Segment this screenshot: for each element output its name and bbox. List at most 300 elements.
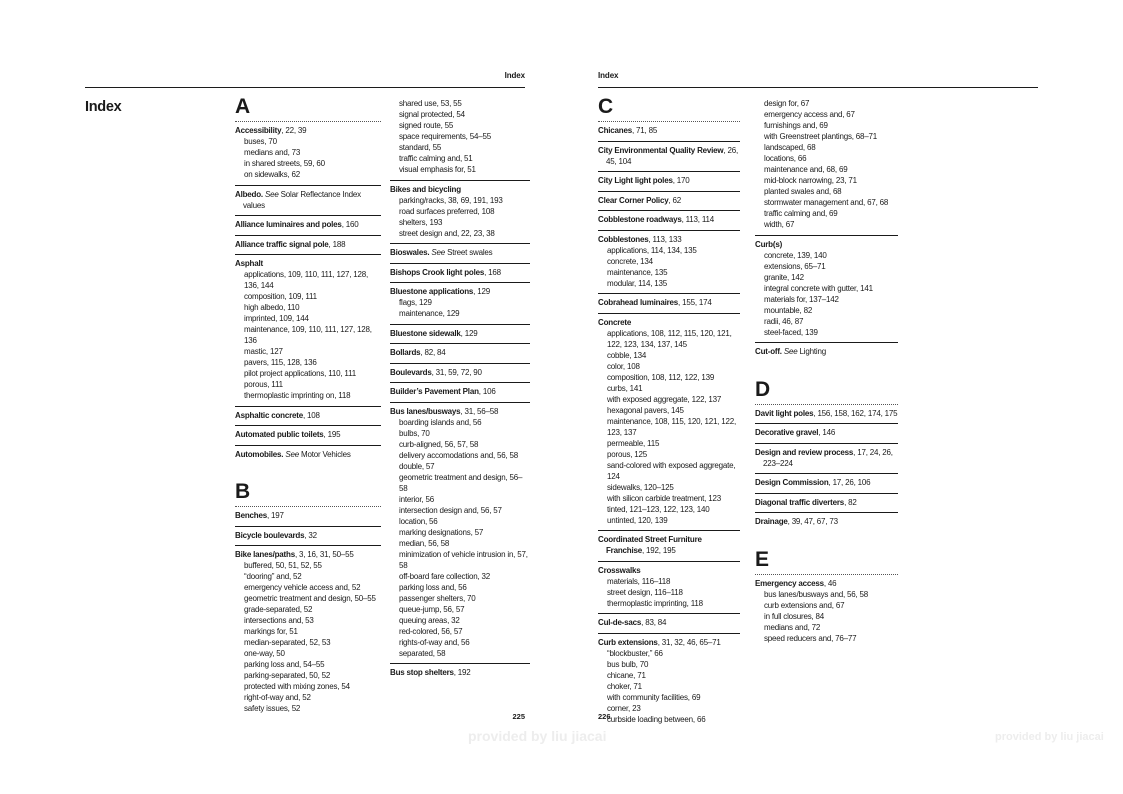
entry-term [755,239,898,250]
entry-subitem: sidewalks, 120–125 [607,482,674,492]
page-number-right: 226 [598,712,611,721]
entry-term-text: Benches [235,511,267,520]
entry-pages: 83, 84 [645,618,667,627]
entry-subitem: high albedo, 110 [244,303,300,312]
entry-pages: 39, 47, 67, 73 [791,517,838,526]
section-c [598,95,740,122]
entry-pages: 146 [822,428,836,437]
entry-term: Clear Corner Policy, 62 [598,195,681,205]
entry-subitem: color, 108 [607,361,640,371]
entry-subitem: applications, 108, 112, 115, 120, 121, 122, 123, 134, 137, 145 [607,328,732,349]
entry-pages: 155, 174 [682,298,712,307]
entry-subitem: radii, 46, 87 [764,316,804,326]
entry-subitem: one-way, 50 [244,649,285,658]
entry-subitem: intersections and, 53 [244,616,314,625]
index-entry [598,633,740,730]
index-entry [755,575,898,649]
entry-subitem: maintenance, 109, 110, 111, 127, 128, 136 [244,325,372,345]
entry-term: Automated public toilets, 195 [235,430,341,439]
entry-pages: 129 [477,287,490,296]
entry-term-text: Bus stop shelters [390,668,454,677]
entry-subitem: with exposed aggregate, 122, 137 [607,394,722,404]
entry-term-text: Bus lanes/busways [390,406,461,416]
entry-subitem: integral concrete with gutter, 141 [764,283,873,293]
index-entry [235,185,381,216]
entry-pages: 168 [488,267,501,277]
entry-pages: 156, 158, 162, 174, 175 [817,408,898,418]
index-column-1 [235,95,381,719]
page-title: Index [85,99,122,115]
entry-term-text: Curb(s) [755,239,783,249]
running-head-right: Index [598,71,619,80]
entry-subitem: medians and, 72 [764,622,821,632]
entry-pages: 17, 24, 26, 223–224 [763,447,893,468]
entry-subitem: untinted, 120, 139 [607,515,668,525]
index-entry [755,473,898,493]
entry-subitem: medians and, 73 [244,148,301,157]
entry-subitem: parking/racks, 38, 69, 191, 193 [399,195,503,205]
entry-subitem: location, 56 [399,516,438,526]
entry-term-text: Automated public toilets [235,430,324,439]
entry-pages: 31, 32, 46, 65–71 [661,637,721,647]
entry-subitem: sand-colored with exposed aggregate, 124 [607,460,736,481]
entry-subitem: queue-jump, 56, 57 [399,604,465,614]
entry-subitem: traffic calming and, 51 [399,154,473,163]
entry-subitem: flags, 129 [399,298,432,307]
entry-pages: 170 [676,176,690,185]
entry-term [235,189,381,211]
index-entry [390,363,530,383]
entry-term: Design Commission, 17, 26, 106 [755,478,871,487]
index-entry [390,180,530,244]
entry-subitem: width, 67 [764,220,795,229]
entry-pages: 106 [482,387,496,396]
entry-term-text: Design Commission [755,478,829,487]
entry-subitem: maintenance, 135 [607,267,668,277]
entry-term-text: Bluestone sidewalk [390,328,461,338]
entry-term: Bollards, 82, 84 [390,348,446,357]
entry-subitem: chicane, 71 [607,670,646,680]
entry-pages: 17, 26, 106 [832,478,871,487]
entry-subitem: “blockbuster,” 66 [607,648,663,658]
entry-term: Cul-de-sacs, 83, 84 [598,618,667,627]
entry-subitem: corner, 23 [607,703,641,713]
entry-subitem: maintenance, 129 [399,309,460,318]
entry-subitem: materials for, 137–142 [764,294,839,304]
entry-term-text: Coordinated Street Furniture Franchise [598,535,702,555]
index-entry [390,263,530,283]
entry-subitem: double, 57 [399,461,435,471]
entry-term: Bluestone sidewalk, 129 [390,328,478,338]
entry-pages: 108 [307,410,320,420]
entry-term: Accessibility, 22, 39 [235,126,307,135]
section-e [755,548,898,575]
entry-pages: 32 [308,530,317,540]
entry-subitem: separated, 58 [399,648,446,658]
entry-pages: 62 [672,195,681,205]
entry-subitem: emergency access and, 67 [764,110,855,119]
index-entry [235,507,381,526]
entry-subitem: concrete, 134 [607,256,653,266]
entry-pages: 195 [327,430,341,439]
entry-term-text: Alliance traffic signal pole [235,239,329,249]
see-word: See [264,189,279,199]
entry-subitem: design for, 67 [764,99,810,108]
entry-term-text: Bike lanes/paths [235,550,295,559]
entry-term [755,346,898,357]
entry-subitem: safety issues, 52 [244,704,301,713]
entry-term: Bike lanes/paths, 3, 16, 31, 50–55 [235,550,354,559]
entry-subitem: markings for, 51 [244,627,298,636]
entry-subitem: mid-block narrowing, 23, 71 [764,176,857,185]
entry-term-text: Bioswales. [390,248,430,257]
index-column-3 [598,95,740,729]
index-entry [390,324,530,344]
entry-pages: 113, 133 [652,234,682,244]
index-entry [755,342,898,362]
entry-term-text: Chicanes [598,126,632,135]
watermark-left: provided by liu jiacai [468,728,607,744]
entry-term-text: City Environmental Quality Review [598,145,724,155]
index-entry [598,210,740,230]
entry-subitem: geometric treatment and design, 56–58 [399,472,523,493]
entry-term: Coordinated Street Furniture Franchise, 192, 195 [598,535,702,555]
entry-subitem: cobble, 134 [607,350,647,360]
entry-pages: 160 [345,220,359,229]
entry-subitem: visual emphasis for, 51 [399,165,476,174]
entry-subitem: applications, 114, 134, 135 [607,245,697,255]
entry-subitem: hexagonal pavers, 145 [607,405,684,415]
see-word: See [431,248,446,257]
entry-subitem: composition, 109, 111 [244,292,317,301]
entry-subitem: emergency vehicle access and, 52 [244,583,361,592]
entry-subitem: planted swales and, 68 [764,187,842,196]
watermark-right: provided by liu jiacai [995,731,1104,743]
entry-term [598,317,740,328]
entry-term: Boulevards, 31, 59, 72, 90 [390,367,482,377]
entry-term: Alliance luminaires and poles, 160 [235,220,359,229]
entry-subitem: thermoplastic imprinting, 118 [607,598,703,608]
entry-term: Cobblestones, 113, 133 [598,234,682,244]
section-letter: C [598,95,613,118]
entry-subitem: passenger shelters, 70 [399,593,476,603]
entry-term-text: Drainage [755,517,788,526]
entry-subitem: in shared streets, 59, 60 [244,159,325,168]
index-entry [598,613,740,633]
entry-subitem: signal protected, 54 [399,110,465,119]
see-reference: Solar Reflectance Index values [243,189,361,210]
entry-term-text: Alliance luminaires and poles [235,220,342,229]
entry-subitem: bus lanes/busways and, 56, 58 [764,589,869,599]
entry-subitem: protected with mixing zones, 54 [244,682,350,691]
entry-term-text: Asphalt [235,259,263,268]
entry-term-text: Automobiles. [235,449,284,459]
entry-term-text: Crosswalks [598,565,641,575]
entry-subitem: pavers, 115, 128, 136 [244,358,317,367]
index-entry [598,191,740,211]
entry-subitem: concrete, 139, 140 [764,250,827,260]
section-letter: D [755,377,770,401]
index-entry [755,512,898,532]
index-entry [390,343,530,363]
entry-term-text: Diagonal traffic diverters [755,497,845,507]
index-column-2 [390,95,530,683]
entry-subitem: curbs, 141 [607,383,643,393]
entry-subitem: choker, 71 [607,681,642,691]
entry-subitem: with community facilities, 69 [607,692,701,702]
entry-term-text: Cobblestones [598,234,649,244]
entry-term: Design and review process, 17, 24, 26, 223–224 [755,447,893,468]
entry-subitem: median, 56, 58 [399,538,450,548]
index-entry [598,293,740,313]
entry-subitem: bus bulb, 70 [607,659,649,669]
entry-pages: 22, 39 [285,126,307,135]
index-entry [235,526,381,546]
index-entry [235,406,381,426]
header-rule-right [598,87,1038,88]
section-letter: A [235,95,250,118]
entry-pages: 188 [332,239,346,249]
section-d [755,378,898,405]
entry-term [390,184,530,195]
entry-term-text: Cut-off. [755,347,782,356]
see-reference: Street swales [447,248,493,257]
entry-subitem: maintenance, 108, 115, 120, 121, 122, 123, 137 [607,416,737,437]
entry-pages: 192, 195 [646,546,676,555]
entry-subitem: off-board fare collection, 32 [399,571,491,581]
entry-subitem: marking designations, 57 [399,527,484,537]
entry-pages: 46 [827,578,837,588]
entry-subitem: parking loss and, 54–55 [244,660,325,669]
entry-pages: 26, 45, 104 [606,145,739,166]
entry-subitem: extensions, 65–71 [764,261,826,271]
entry-subitem: with Greenstreet plantings, 68–71 [764,132,878,141]
header-rule-left [85,87,525,88]
see-word: See [783,347,798,356]
section-letter: B [235,480,250,503]
entry-subitem: curb extensions and, 67 [764,600,845,610]
entry-subitem: buffered, 50, 51, 52, 55 [244,561,322,570]
entry-term: Bishops Crook light poles, 168 [390,267,501,277]
entry-term: City Light light poles, 170 [598,176,690,185]
entry-term-text: Accessibility [235,126,282,135]
index-entry [598,122,740,141]
entry-term: Benches, 197 [235,511,284,520]
entry-term-text: Design and review process [755,447,854,457]
index-entry [598,530,740,561]
entry-pages: 197 [271,511,284,520]
entry-term-text: City Light light poles [598,176,673,185]
entry-subitem: tinted, 121–123, 122, 123, 140 [607,504,710,514]
entry-subitem: porous, 125 [607,449,648,459]
entry-subitem: grade-separated, 52 [244,605,313,614]
index-entry [235,122,381,185]
entry-subitem: porous, 111 [244,380,283,389]
entry-term: Builder’s Pavement Plan, 106 [390,387,496,396]
index-entry [235,425,381,445]
entry-subitem: on sidewalks, 62 [244,170,300,179]
index-entry [755,405,898,424]
entry-subitem: median-separated, 52, 53 [244,638,331,647]
index-entry [390,382,530,402]
entry-subitem: furnishings and, 69 [764,121,828,130]
index-entry [235,445,381,465]
section-a [235,95,381,122]
entry-subitem: shared use, 53, 55 [399,99,462,108]
index-entry [390,402,530,664]
index-entry [235,545,381,719]
section-letter: E [755,547,769,571]
entry-pages: 192 [457,668,471,677]
index-entry [235,215,381,235]
entry-subitem: curbside loading between, 66 [607,714,706,724]
index-entry [755,493,898,513]
entry-pages: 3, 16, 31, 50–55 [298,550,354,559]
entry-term: Drainage, 39, 47, 67, 73 [755,517,838,526]
entry-term-text: Bikes and bicycling [390,184,461,194]
entry-term-text: Bishops Crook light poles [390,267,485,277]
entry-subitem: boarding islands and, 56 [399,417,482,427]
index-entry [235,235,381,255]
entry-subitem: “dooring” and, 52 [244,572,302,581]
entry-subitem: granite, 142 [764,272,804,282]
entry-subitem: imprinted, 109, 144 [244,314,309,323]
entry-subitem: composition, 108, 112, 122, 139 [607,372,715,382]
index-entry [755,423,898,443]
entry-pages: 82, 84 [424,348,446,357]
index-entry [755,235,898,343]
index-entry [598,171,740,191]
entry-subitem: landscaped, 68 [764,143,816,152]
entry-subitem: shelters, 193 [399,217,443,227]
see-word: See [285,449,299,459]
entry-pages: 71, 85 [636,126,658,135]
entry-subitem: red-colored, 56, 57 [399,626,463,636]
entry-term: Davit light poles, 156, 158, 162, 174, 175 [755,408,898,418]
entry-subitem: pilot project applications, 110, 111 [244,369,356,378]
entry-term-text: Cobrahead luminaires [598,298,679,307]
entry-term-text: Cobblestone roadways [598,215,682,224]
entry-pages: 31, 59, 72, 90 [435,367,482,377]
entry-term: Alliance traffic signal pole, 188 [235,239,346,249]
entry-subitem: right-of-way and, 52 [244,693,311,702]
entry-term-text: Emergency access [755,578,824,588]
entry-subitem: speed reducers and, 76–77 [764,633,857,643]
entry-subitem: minimization of vehicle intrusion in, 57, 58 [399,549,528,570]
entry-term: City Environmental Quality Review, 26, 45, 104 [598,145,739,166]
entry-subitem: interior, 56 [399,494,434,504]
index-entry [598,230,740,294]
entry-subitem: road surfaces preferred, 108 [399,206,495,216]
entry-term: Decorative gravel, 146 [755,428,836,437]
entry-term: Bus stop shelters, 192 [390,668,471,677]
index-entry [598,313,740,531]
entry-subitem: intersection design and, 56, 57 [399,505,502,515]
index-entry [390,282,530,324]
entry-term [390,247,530,258]
entry-term-text: Davit light poles [755,408,814,418]
entry-subitem: materials, 116–118 [607,576,671,586]
entry-subitem: maintenance and, 68, 69 [764,165,848,174]
entry-term [235,258,381,269]
entry-term-text: Concrete [598,317,632,327]
index-entry [235,254,381,406]
entry-term-text: Bluestone applications [390,287,474,296]
entry-subitem: bulbs, 70 [399,428,430,438]
see-reference: Lighting [799,347,826,356]
entry-term-text: Asphaltic concrete [235,410,303,420]
entry-term-text: Builder’s Pavement Plan [390,387,479,396]
entry-subitem: locations, 66 [764,154,807,163]
entry-term: Chicanes, 71, 85 [598,126,658,135]
entry-term-text: Bicycle boulevards [235,530,305,540]
entry-subitem: in full closures, 84 [764,611,825,621]
entry-subitem: queuing areas, 32 [399,615,460,625]
index-entry [390,243,530,263]
entry-subitem: mountable, 82 [764,305,813,315]
entry-subitem: curb-aligned, 56, 57, 58 [399,439,479,449]
entry-subitem: rights-of-way and, 56 [399,637,470,647]
entry-term: Diagonal traffic diverters, 82 [755,497,857,507]
entry-subitem: geometric treatment and design, 50–55 [244,594,376,603]
entry-subitem: street design, 116–118 [607,587,683,597]
entry-term-text: Clear Corner Policy [598,195,669,205]
entry-term-text: Bollards [390,348,421,357]
entry-term [598,565,740,576]
entry-subitem: thermoplastic imprinting on, 118 [244,391,351,400]
see-reference: Motor Vehicles [300,449,351,459]
entry-subitem: standard, 55 [399,143,442,152]
entry-term: Cobblestone roadways, 113, 114 [598,215,714,224]
section-b [235,480,381,507]
entry-subitem: steel-faced, 139 [764,327,818,337]
index-entry-continuation [390,95,530,180]
entry-term: Cobrahead luminaires, 155, 174 [598,298,712,307]
entry-subitem: traffic calming and, 69 [764,209,838,218]
entry-subitem: parking loss and, 56 [399,582,467,592]
entry-subitem: buses, 70 [244,137,277,146]
entry-pages: 129 [464,328,478,338]
entry-subitem: delivery accomodations and, 56, 58 [399,450,519,460]
entry-term-text: Decorative gravel [755,428,819,437]
entry-subitem: with silicon carbide treatment, 123 [607,493,721,503]
index-entry [598,141,740,172]
running-head-left: Index [504,71,525,80]
page-number-left: 225 [512,712,525,721]
index-entry-continuation [755,95,898,235]
entry-term: Bluestone applications, 129 [390,287,490,296]
index-entry [755,443,898,474]
entry-term: Emergency access, 46 [755,578,837,588]
index-entry [598,561,740,614]
entry-subitem: signed route, 55 [399,121,454,130]
entry-term [235,449,381,460]
entry-term: Curb extensions, 31, 32, 46, 65–71 [598,637,721,647]
entry-pages: 113, 114 [685,215,714,224]
entry-subitem: modular, 114, 135 [607,278,668,288]
entry-subitem: permeable, 115 [607,438,660,448]
entry-subitem: stormwater management and, 67, 68 [764,198,889,207]
entry-term-text: Albedo. [235,189,263,199]
entry-pages: 31, 56–58 [464,406,499,416]
entry-subitem: space requirements, 54–55 [399,132,491,141]
entry-term-text: Boulevards [390,367,432,377]
entry-subitem: applications, 109, 110, 111, 127, 128, 136, 144 [244,270,369,290]
index-column-4 [755,95,898,648]
entry-pages: 82 [848,497,857,507]
entry-term-text: Cul-de-sacs [598,618,642,627]
entry-term: Bus lanes/busways, 31, 56–58 [390,406,499,416]
